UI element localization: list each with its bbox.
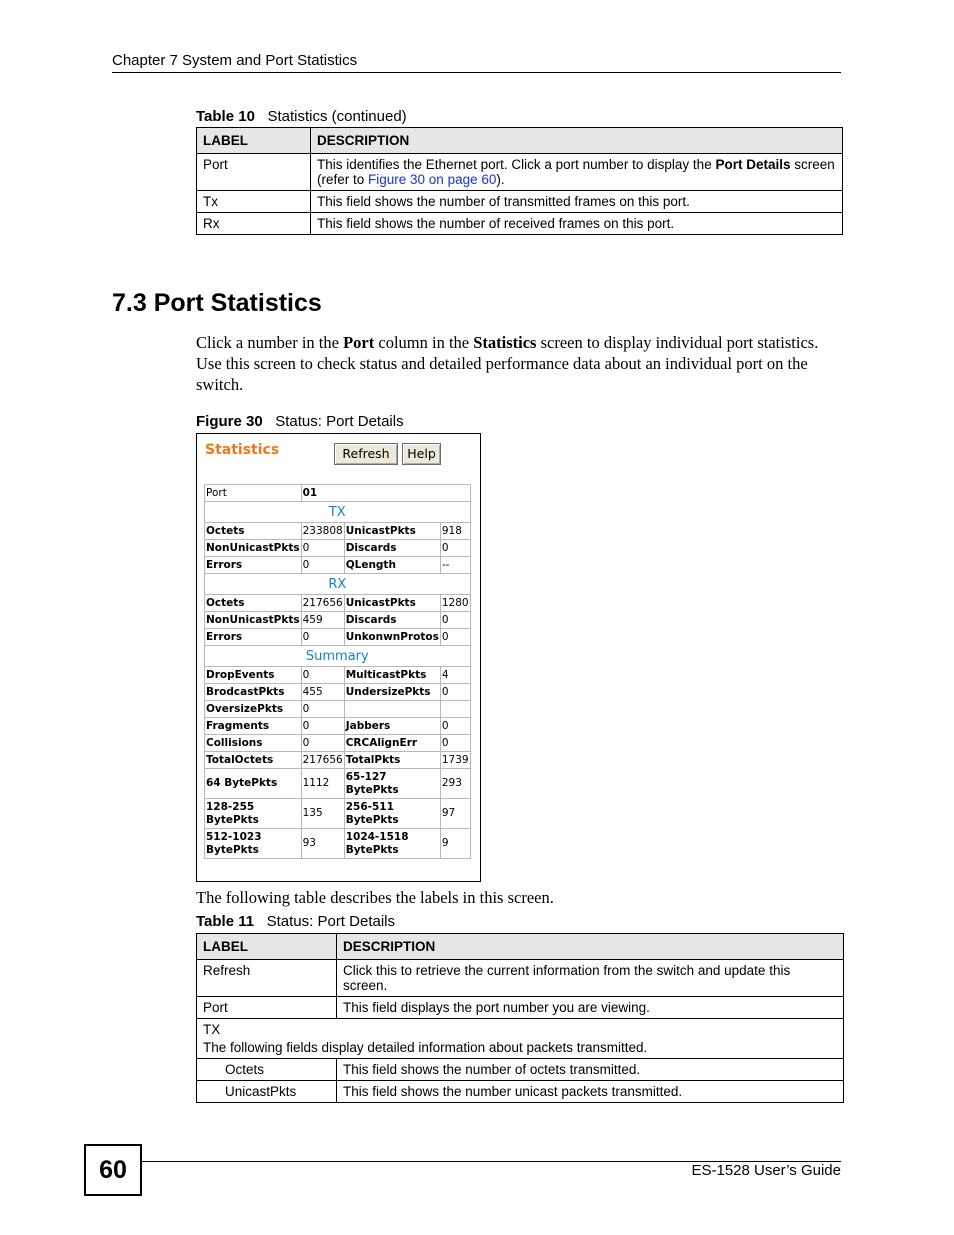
stat-label: QLength [344,557,440,574]
stat-row [205,629,471,646]
stat-value: 233808 [301,523,344,540]
stat-value: 0 [301,735,344,752]
stat-row [205,595,471,612]
table11-caption [196,913,395,930]
stat-value: 0 [301,701,344,718]
table-row [197,997,844,1019]
port-details-table [204,484,471,859]
stat-value: 0 [301,629,344,646]
table10-row-description: This field shows the number of transmitted frames on this port. [311,191,843,213]
table10-row-label: Tx [197,191,311,213]
stat-label: Errors [205,557,302,574]
table11-tx-label: TX [203,1022,221,1037]
table-row [197,1081,844,1103]
stat-row [205,684,471,701]
desc-text: screen (refer to [317,157,835,187]
stat-label: Discards [344,540,440,557]
stat-value: 0 [301,667,344,684]
table10-row-description [311,154,843,191]
header-rule [112,72,841,73]
size-rows [205,769,471,859]
stat-row [205,735,471,752]
table11-row-description: Click this to retrieve the current information from the switch and update this screen. [337,960,844,997]
stat-value: 135 [301,799,344,829]
guide-title: ES-1528 User’s Guide [691,1162,841,1179]
stat-label: UndersizePkts [344,684,440,701]
stat-row [205,799,471,829]
table-row [197,1019,844,1059]
stat-row [205,612,471,629]
para-bold: Port [343,333,375,352]
stat-label: DropEvents [205,667,302,684]
table11-row-description: This field shows the number of octets transmitted. [337,1059,844,1081]
table11-col-label: LABEL [197,934,337,960]
stat-value: 0 [440,684,470,701]
table11-col-description: DESCRIPTION [337,934,844,960]
table10-row-label: Rx [197,213,311,235]
table11-caption-text: Status: Port Details [266,913,395,930]
rx-header: RX [205,574,471,595]
stat-row [205,829,471,859]
stat-row [205,540,471,557]
stat-value: 1112 [301,769,344,799]
table10-col-label: LABEL [197,128,311,154]
stat-label: 512-1023 BytePkts [205,829,302,859]
table10-row-label: Port [197,154,311,191]
stat-label: NonUnicastPkts [205,612,302,629]
stat-label: Jabbers [344,718,440,735]
stat-value: 0 [440,612,470,629]
desc-bold: Port Details [715,157,791,172]
section-title: 7.3 Port Statistics [112,289,322,317]
refresh-button[interactable]: Refresh [334,443,398,465]
stat-label: MulticastPkts [344,667,440,684]
table11-tx-group [197,1019,844,1059]
section-paragraph [196,332,844,395]
desc-text: ). [496,172,505,187]
stat-row [205,718,471,735]
stat-label: Collisions [205,735,302,752]
stat-row [205,523,471,540]
tx-rows [205,523,471,574]
stat-label: Fragments [205,718,302,735]
help-button[interactable]: Help [402,443,441,465]
stat-value: 4 [440,667,470,684]
stat-row [205,701,471,718]
para-text: Click a number in the [196,333,344,352]
stat-label: Errors [205,629,302,646]
stat-row [205,752,471,769]
table11-row-label: UnicastPkts [197,1081,337,1103]
port-label: Port [205,485,302,502]
stat-value: 918 [440,523,470,540]
stat-label: 1024-1518 BytePkts [344,829,440,859]
stat-value: 9 [440,829,470,859]
table11 [196,933,844,1103]
para-bold: Statistics [473,333,537,352]
table-row [197,960,844,997]
stat-label: NonUnicastPkts [205,540,302,557]
table11-row-description: This field shows the number unicast packets transmitted. [337,1081,844,1103]
stat-value: 1280 [440,595,470,612]
table10-caption-number: Table 10 [196,108,255,125]
stat-label: 65-127 BytePkts [344,769,440,799]
figure30-caption-number: Figure 30 [196,413,263,430]
rx-rows [205,595,471,646]
para-text: screen to display individual port statistics. Use this screen to check status and detailed performance data about an individual port on the switch. [196,333,819,394]
stat-label: 64 BytePkts [205,769,302,799]
stat-value: 0 [301,718,344,735]
stat-value: 0 [301,540,344,557]
table11-row-label: Port [197,997,337,1019]
stat-label: 256-511 BytePkts [344,799,440,829]
port-value: 01 [301,485,470,502]
stat-value: 0 [440,540,470,557]
stat-label: TotalOctets [205,752,302,769]
table10-caption-text: Statistics (continued) [267,108,407,125]
page-number: 60 [84,1144,142,1196]
stat-value: 0 [440,735,470,752]
table-row [197,1059,844,1081]
stat-value: 217656 [301,595,344,612]
stat-value: 0 [440,629,470,646]
stat-value: 93 [301,829,344,859]
stat-value: 97 [440,799,470,829]
table11-row-label: Octets [197,1059,337,1081]
table11-row-label: Refresh [197,960,337,997]
stat-value [440,701,470,718]
summary-rows [205,667,471,769]
stat-value: 293 [440,769,470,799]
stat-value: 455 [301,684,344,701]
stat-value: 459 [301,612,344,629]
table10-caption [196,108,407,125]
tx-header: TX [205,502,471,523]
stat-label: UnicastPkts [344,595,440,612]
table-row [197,191,843,213]
stat-value: 0 [301,557,344,574]
stat-label [344,701,440,718]
figure30-link[interactable]: Figure 30 on page 60 [368,172,497,187]
table-row [197,213,843,235]
figure30-screenshot [196,433,481,882]
following-text: The following table describes the labels in this screen. [196,888,554,907]
stat-label: BrodcastPkts [205,684,302,701]
table11-row-description: This field displays the port number you are viewing. [337,997,844,1019]
stat-row [205,667,471,684]
stat-row [205,557,471,574]
table10-col-description: DESCRIPTION [311,128,843,154]
port-row [205,485,471,502]
stat-label: TotalPkts [344,752,440,769]
statistics-title: Statistics [205,442,280,458]
chapter-header: Chapter 7 System and Port Statistics [112,52,358,69]
stat-label: 128-255 BytePkts [205,799,302,829]
stat-value: 1739 [440,752,470,769]
table10 [196,127,843,235]
stat-label: UnicastPkts [344,523,440,540]
stat-label: Octets [205,595,302,612]
figure30-caption-text: Status: Port Details [275,413,404,430]
para-text: column in the [374,333,474,352]
table11-caption-number: Table 11 [196,913,255,930]
desc-text: This identifies the Ethernet port. Click a port number to display the [317,157,716,172]
stat-label: CRCAlignErr [344,735,440,752]
stat-label: UnkonwnProtos [344,629,440,646]
summary-header: Summary [205,646,471,667]
stat-label: OversizePkts [205,701,302,718]
table10-row-description: This field shows the number of received frames on this port. [311,213,843,235]
stat-value: 0 [440,718,470,735]
figure30-caption [196,413,404,430]
stat-value: -- [440,557,470,574]
stat-label: Discards [344,612,440,629]
table-row [197,154,843,191]
stat-row [205,769,471,799]
stat-label: Octets [205,523,302,540]
table11-tx-description: The following fields display detailed information about packets transmitted. [203,1040,648,1055]
stat-value: 217656 [301,752,344,769]
